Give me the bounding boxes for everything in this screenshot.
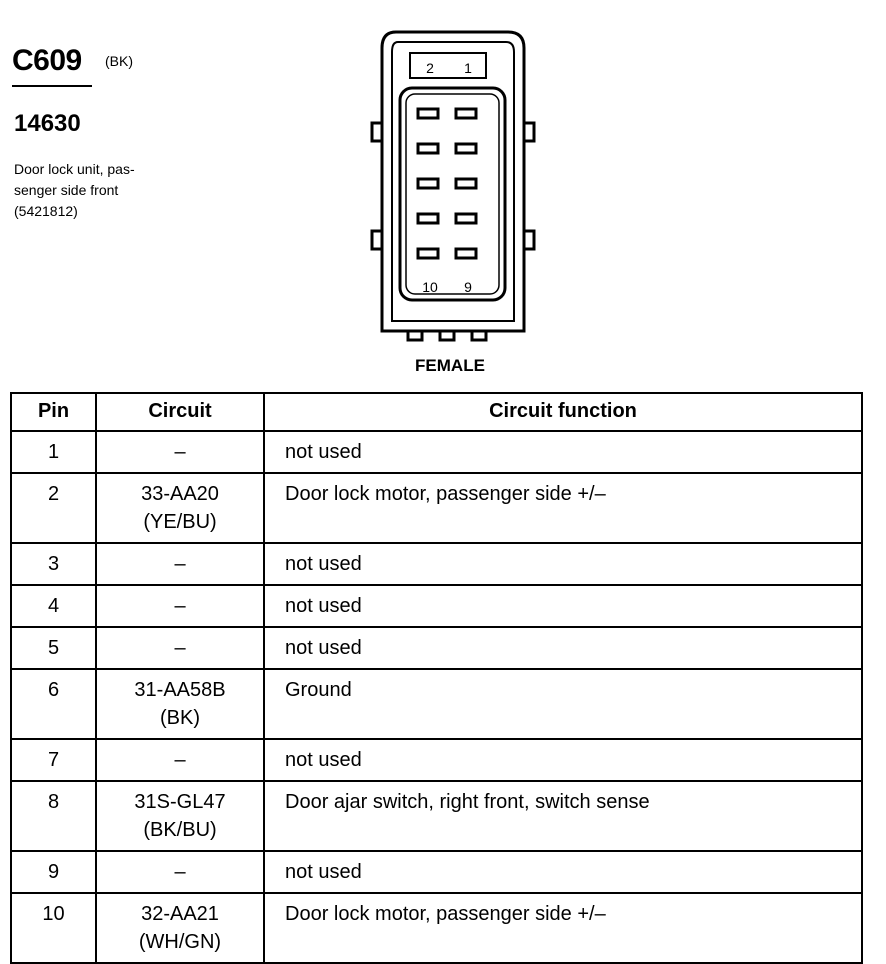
pin-slot <box>456 179 476 188</box>
circuit-number: 33-AA20 <box>141 483 219 505</box>
table-row <box>11 781 862 851</box>
circuit-function: Door lock motor, passenger side +/– <box>264 473 862 543</box>
table-header-row <box>11 393 862 431</box>
pin-slot <box>418 144 438 153</box>
pin-number: 5 <box>11 627 96 669</box>
pin-label-top-left: 2 <box>426 60 434 76</box>
circuit-function: Ground <box>264 669 862 739</box>
circuit-number: 31S-GL47 <box>134 791 226 813</box>
pin-label-bottom-right: 9 <box>464 279 472 295</box>
pin-slot <box>418 109 438 118</box>
table-row <box>11 543 862 585</box>
circuit-cell <box>96 739 264 781</box>
pin-slot <box>418 214 438 223</box>
table-row <box>11 669 862 739</box>
pin-slot <box>456 249 476 258</box>
circuit-function: not used <box>264 739 862 781</box>
circuit-cell <box>96 473 264 543</box>
pin-slot <box>418 249 438 258</box>
wire-color: (WH/GN) <box>138 931 222 953</box>
description-line: (5421812) <box>14 203 78 219</box>
pin-number: 2 <box>11 473 96 543</box>
circuit-number: – <box>174 595 186 617</box>
circuit-cell <box>96 669 264 739</box>
connector-face-diagram <box>368 26 538 346</box>
circuit-number: – <box>174 441 186 463</box>
circuit-function: not used <box>264 585 862 627</box>
pin-number: 10 <box>11 893 96 963</box>
pin-number: 6 <box>11 669 96 739</box>
table-row <box>11 893 862 963</box>
connector-gender-label: FEMALE <box>415 356 485 375</box>
table-row <box>11 851 862 893</box>
connector-color-code: (BK) <box>105 53 133 69</box>
wire-color: (YE/BU) <box>143 511 217 533</box>
header-pin: Pin <box>11 393 96 431</box>
circuit-function: not used <box>264 543 862 585</box>
table-row <box>11 585 862 627</box>
circuit-number: – <box>174 637 186 659</box>
pin-number: 1 <box>11 431 96 473</box>
circuit-number: 32-AA21 <box>141 903 219 925</box>
circuit-number: – <box>174 749 186 771</box>
circuit-cell <box>96 851 264 893</box>
table-row <box>11 473 862 543</box>
circuit-cell <box>96 627 264 669</box>
circuit-number: – <box>174 553 186 575</box>
pin-number: 7 <box>11 739 96 781</box>
connector-inner-housing <box>392 42 514 321</box>
pinout-table <box>10 392 863 964</box>
part-number: 14630 <box>14 110 81 137</box>
description-line: Door lock unit, pas- <box>14 161 135 177</box>
pin-number: 8 <box>11 781 96 851</box>
circuit-function: Door ajar switch, right front, switch sense <box>264 781 862 851</box>
circuit-number: 31-AA58B <box>134 679 226 701</box>
circuit-function: not used <box>264 627 862 669</box>
circuit-cell <box>96 543 264 585</box>
connector-id-underline <box>12 85 92 87</box>
circuit-cell <box>96 585 264 627</box>
pin-slots <box>418 109 476 258</box>
header-circuit-function: Circuit function <box>264 393 862 431</box>
circuit-function: not used <box>264 851 862 893</box>
pin-slot <box>456 144 476 153</box>
circuit-cell <box>96 893 264 963</box>
connector-latch-tabs <box>408 331 486 340</box>
wire-color: (BK/BU) <box>143 819 217 841</box>
pin-number: 9 <box>11 851 96 893</box>
circuit-function: not used <box>264 431 862 473</box>
table-row <box>11 431 862 473</box>
description-line: senger side front <box>14 182 119 198</box>
header-circuit: Circuit <box>96 393 264 431</box>
circuit-cell <box>96 781 264 851</box>
wire-color: (BK) <box>160 707 200 729</box>
pin-number: 4 <box>11 585 96 627</box>
top-label-box <box>410 53 486 78</box>
connector-id: C609 <box>12 44 82 77</box>
pin-number: 3 <box>11 543 96 585</box>
circuit-function: Door lock motor, passenger side +/– <box>264 893 862 963</box>
pin-slot <box>456 214 476 223</box>
component-description <box>14 159 174 222</box>
pin-slot <box>418 179 438 188</box>
table-row <box>11 627 862 669</box>
pin-label-bottom-left: 10 <box>422 279 438 295</box>
pin-slot <box>456 109 476 118</box>
circuit-cell <box>96 431 264 473</box>
circuit-number: – <box>174 861 186 883</box>
table-row <box>11 739 862 781</box>
pin-label-top-right: 1 <box>464 60 472 76</box>
pin-cavity-block <box>400 88 505 300</box>
